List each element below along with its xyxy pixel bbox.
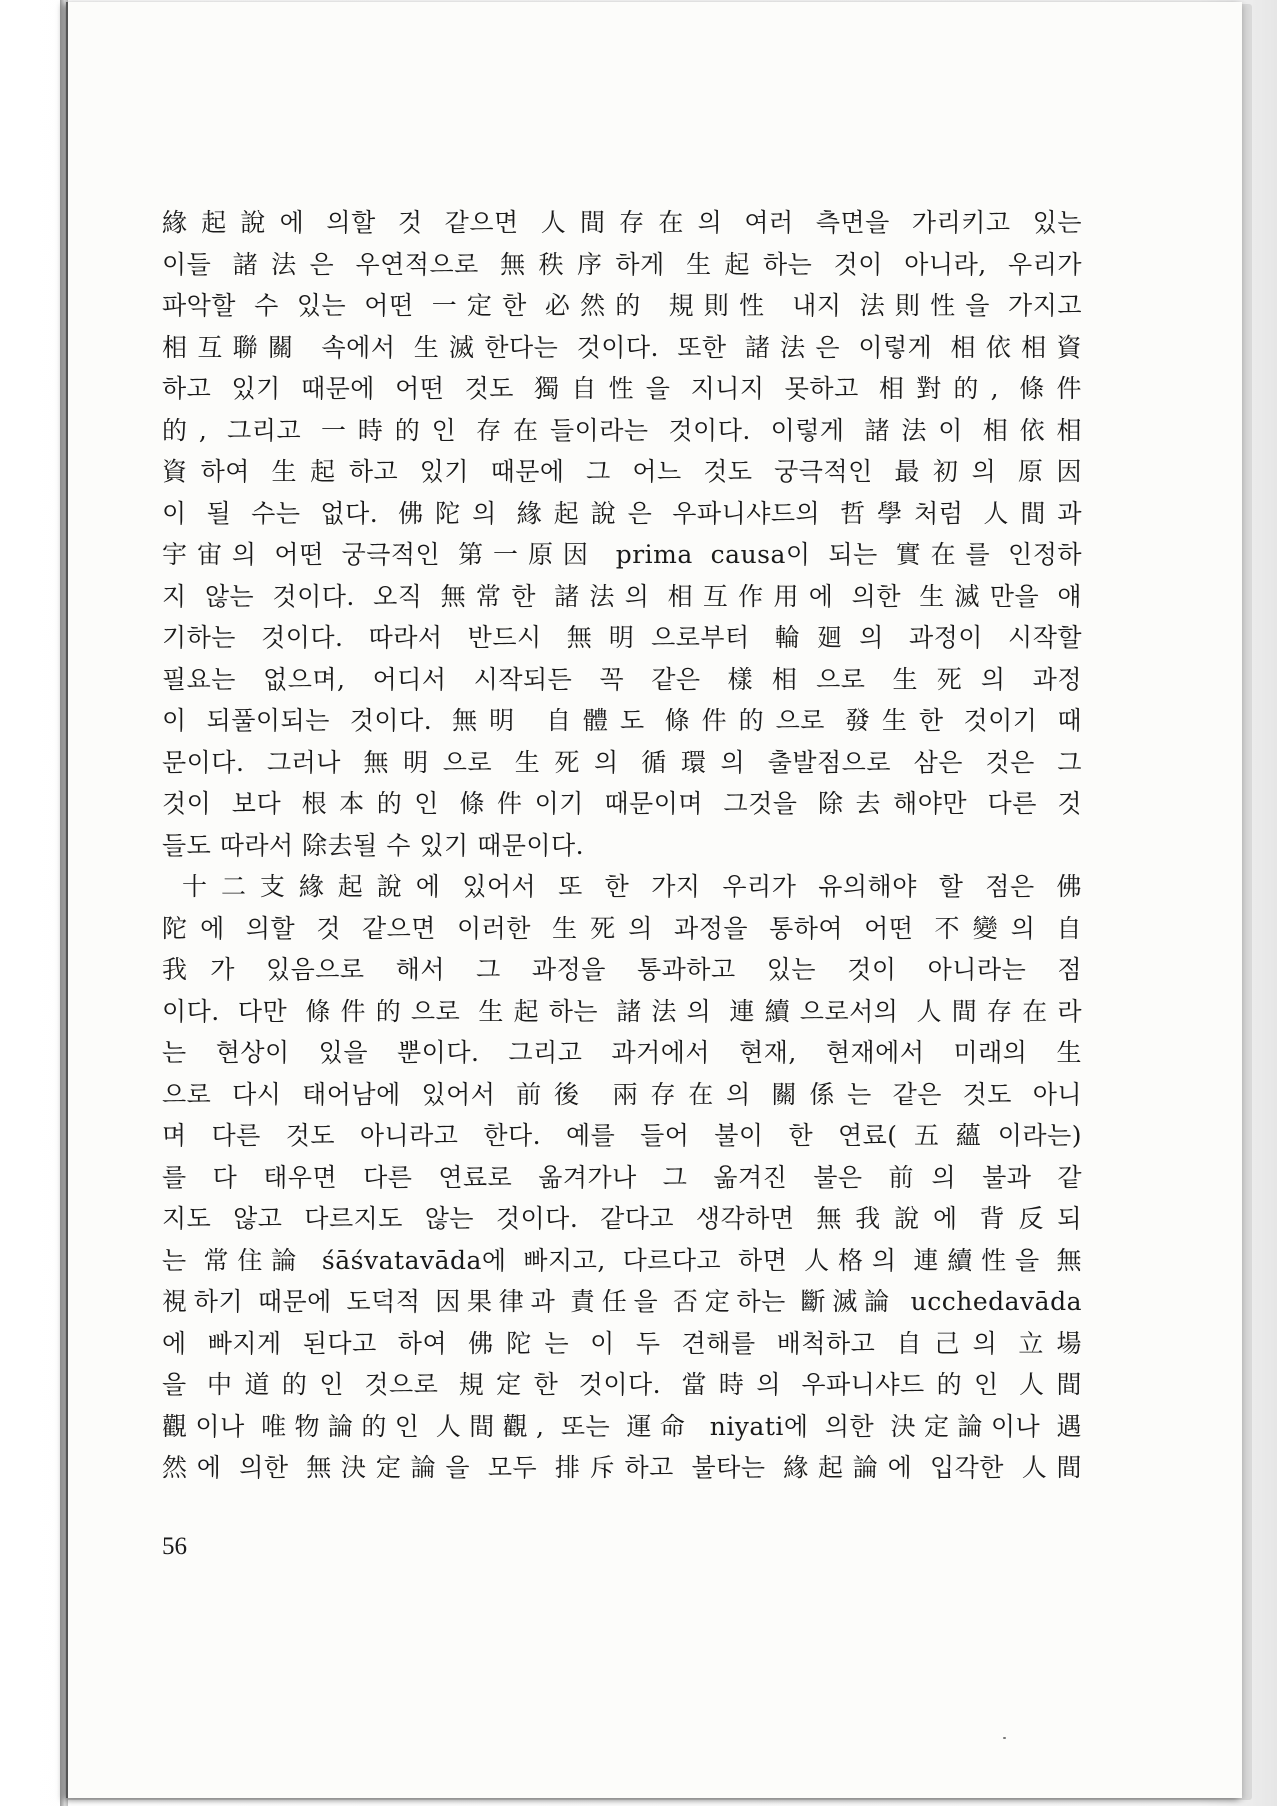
text-line: 들도 따라서 除去될 수 있기 때문이다. xyxy=(162,830,585,860)
text-line: 지도 않고 다르지도 않는 것이다. 같다고 생각하면 無我說에 背反되 xyxy=(162,1204,1082,1233)
text-line: 이다. 다만 條件的으로 生起하는 諸法의 連續으로서의 人間存在라 xyxy=(162,996,1082,1026)
text-line: 資하여 生起하고 있기 때문에 그 어느 것도 궁극적인 最初의 原因 xyxy=(162,457,1082,486)
text-line: 我가 있음으로 해서 그 과정을 통과하고 있는 것이 아니라는 점 xyxy=(162,955,1082,984)
text-line: 며 다른 것도 아니라고 한다. 예를 들어 불이 한 연료(五蘊이라는) xyxy=(162,1121,1082,1150)
text-line: 파악할 수 있는 어떤 一定한 必然的 規則性 내지 法則性을 가지고 xyxy=(162,291,1082,320)
text-line: 지 않는 것이다. 오직 無常한 諸法의 相互作用에 의한 生滅만을 얘 xyxy=(162,581,1082,611)
body-text xyxy=(162,202,1082,1489)
text-line: 것이 보다 根本的인 條件이기 때문이며 그것을 除去해야만 다른 것 xyxy=(162,789,1082,818)
text-line: 으로 다시 태어남에 있어서 前後 兩存在의 關係는 같은 것도 아니 xyxy=(162,1079,1082,1109)
text-line: 十二支緣起說에 있어서 또 한 가지 우리가 유의해야 할 점은 佛 xyxy=(182,872,1082,901)
text-line: 하고 있기 때문에 어떤 것도 獨自性을 지니지 못하고 相對的, 條件 xyxy=(162,374,1082,403)
text-line: 然에 의한 無決定論을 모두 排斥하고 불타는 緣起論에 입각한 人間 xyxy=(162,1453,1082,1482)
scan-speck xyxy=(1003,1737,1006,1739)
text-line: 에 빠지게 된다고 하여 佛陀는 이 두 견해를 배척하고 自己의 立場 xyxy=(162,1328,1082,1358)
text-line: 필요는 없으며, 어디서 시작되든 꼭 같은 樣相으로 生死의 과정 xyxy=(162,664,1082,694)
text-line: 相互聯關 속에서 生滅한다는 것이다. 또한 諸法은 이렇게 相依相資 xyxy=(162,332,1082,362)
text-line: 을 中道的인 것으로 規定한 것이다. 當時의 우파니샤드的인 人間 xyxy=(162,1370,1082,1399)
text-line: 緣起說에 의할 것 같으면 人間存在의 여러 측면을 가리키고 있는 xyxy=(162,208,1082,237)
text-line: 視하기 때문에 도덕적 因果律과 責任을 否定하는 斷滅論 ucchedavāda xyxy=(162,1287,1082,1316)
page-number: 56 xyxy=(162,1533,187,1560)
text-line: 는 현상이 있을 뿐이다. 그리고 과거에서 현재, 현재에서 미래의 生 xyxy=(162,1038,1082,1067)
text-line: 를 다 태우면 다른 연료로 옮겨가나 그 옮겨진 불은 前의 불과 같 xyxy=(162,1162,1082,1192)
text-line: 이 될 수는 없다. 佛陀의 緣起說은 우파니샤드의 哲學처럼 人間과 xyxy=(162,498,1082,528)
text-line: 的, 그리고 一時的인 存在들이라는 것이다. 이렇게 諸法이 相依相 xyxy=(162,415,1082,445)
text-line: 이들 諸法은 우연적으로 無秩序하게 生起하는 것이 아니라, 우리가 xyxy=(162,249,1082,279)
text-line: 觀이나 唯物論的인 人間觀, 또는 運命 niyati에 의한 決定論이나 遇 xyxy=(162,1411,1082,1441)
text-line: 이 되풀이되는 것이다. 無明 自體도 條件的으로 發生한 것이기 때 xyxy=(162,706,1082,735)
text-line: 문이다. 그러나 無明으로 生死의 循環의 출발점으로 삼은 것은 그 xyxy=(162,747,1082,777)
text-line: 는 常住論 śāśvatavāda에 빠지고, 다르다고 하면 人格의 連續性을 無 xyxy=(162,1245,1082,1275)
text-line: 宇宙의 어떤 궁극적인 第一原因 prima causa이 되는 實在를 인정하 xyxy=(162,540,1082,569)
text-line: 陀에 의할 것 같으면 이러한 生死의 과정을 통하여 어떤 不變의 自 xyxy=(162,913,1082,943)
text-line: 기하는 것이다. 따라서 반드시 無明으로부터 輪廻의 과정이 시작할 xyxy=(162,623,1082,652)
